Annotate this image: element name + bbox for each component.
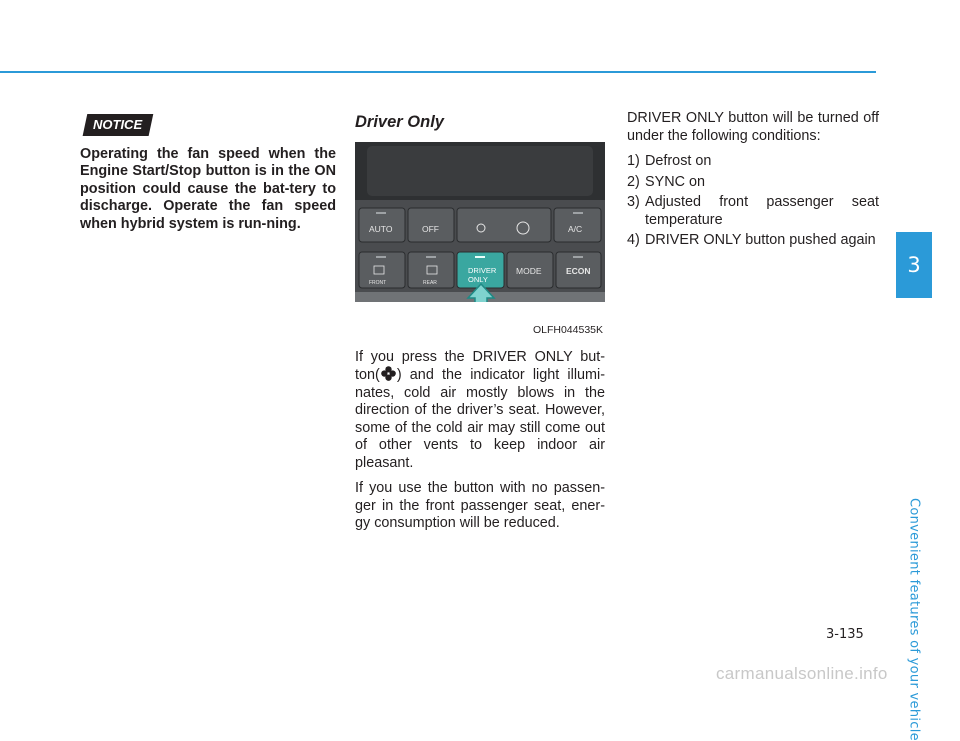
chapter-number: 3	[896, 232, 932, 298]
list-item: 1) Defrost on	[627, 153, 712, 169]
fan-icon	[381, 366, 396, 381]
rear-defrost-label: REAR	[423, 279, 437, 286]
off-button-label: OFF	[422, 223, 439, 234]
ac-button-label: A/C	[568, 223, 583, 234]
conditions-intro: DRIVER ONLY button will be turned off under the following conditions:	[627, 110, 879, 144]
list-item: 2) SYNC on	[627, 173, 705, 190]
button-row-2	[359, 252, 601, 288]
figure-code: OLFH044535K	[532, 324, 603, 336]
mode-button-label: MODE	[516, 265, 542, 276]
button-row-1	[359, 208, 601, 242]
chapter-tab	[896, 232, 932, 741]
conditions-column	[627, 110, 879, 253]
notice-badge: NOTICE	[83, 114, 154, 136]
driver-only-label-2: ONLY	[468, 274, 488, 284]
driver-only-label-1: DRIVER	[468, 265, 497, 275]
driver-only-description: If you press the DRIVER ONLY but-ton( ) and the indicator light illumi-nates, cold air mostly blows in the direction of the driver’s seat. However, some of the cold air may still come out of other vents to keep indoor air pleasant.	[355, 348, 605, 471]
watermark: carmanualsonline.info	[716, 664, 888, 683]
energy-saving-note: If you use the button with no passen-ger in the front passenger seat, ener-gy consumption will be reduced.	[355, 480, 605, 531]
section-title: Driver Only	[355, 113, 444, 131]
chapter-title: Convenient features of your vehicle	[906, 498, 922, 741]
climate-control-figure	[355, 142, 605, 342]
header-rule	[0, 71, 876, 73]
notice-column	[80, 110, 336, 233]
list-item: 3) Adjusted front passenger seat temperature	[627, 194, 879, 228]
auto-button-label: AUTO	[369, 223, 393, 234]
page-number: 3-135	[826, 627, 864, 642]
front-defrost-label: FRONT	[369, 279, 387, 286]
control-panel-illustration	[355, 142, 605, 342]
notice-text: Operating the fan speed when the Engine Start/Stop button is in the ON position could cause the bat-tery to discharge. Operate the fan speed when hybrid system is run-ning.	[80, 145, 336, 232]
econ-button-label: ECON	[566, 265, 591, 276]
list-item: 4) DRIVER ONLY button pushed again	[627, 232, 876, 248]
driver-only-column	[355, 110, 605, 541]
